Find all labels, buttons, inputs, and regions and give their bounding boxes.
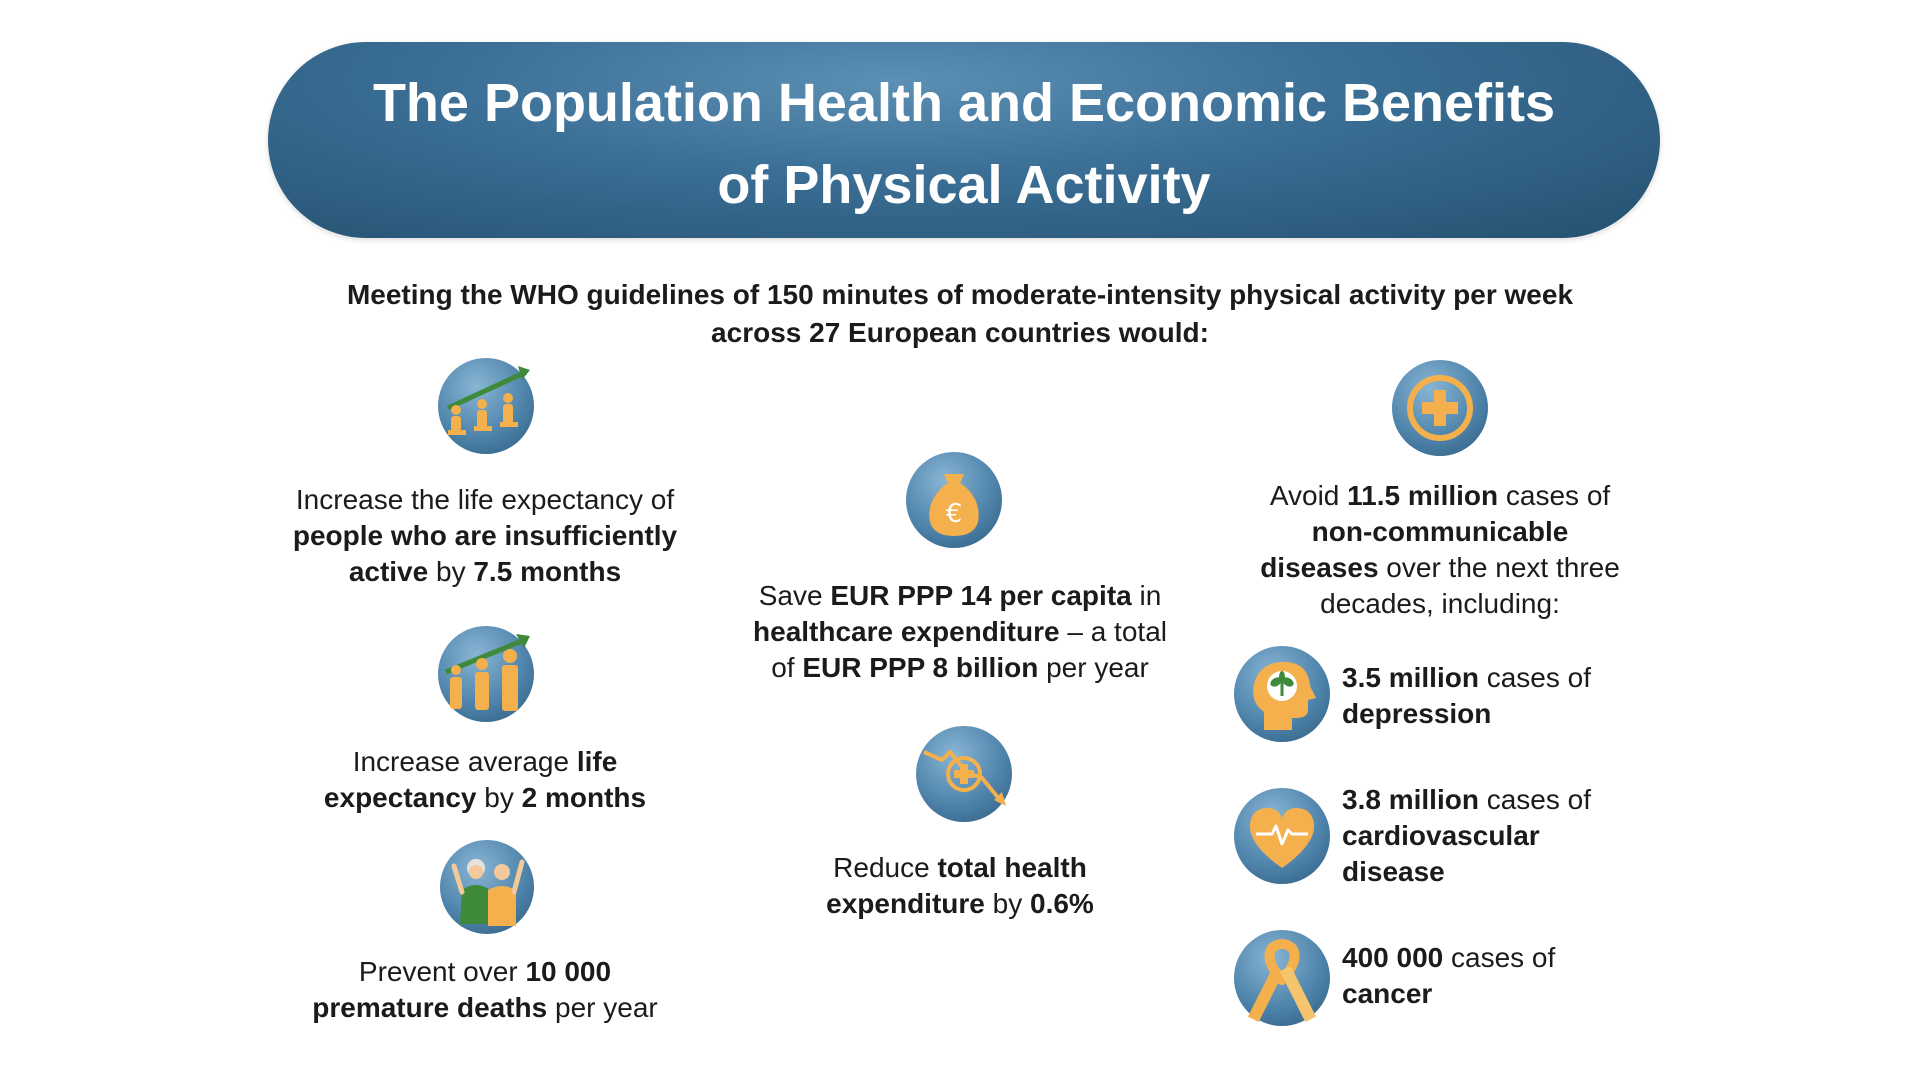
- prevent-deaths-text: Prevent over 10 000 premature deaths per year: [312, 956, 658, 1023]
- cheering-seniors-icon: [440, 840, 534, 934]
- page-title: [268, 62, 1660, 226]
- heart-pulse-icon: [1234, 788, 1330, 884]
- awareness-ribbon-icon: [1234, 930, 1330, 1026]
- head-plant-icon: [1234, 646, 1330, 742]
- cardiovascular-cases-text: 3.8 million cases of cardiovascular disease: [1342, 784, 1591, 887]
- medical-cost-down-icon: [916, 726, 1012, 822]
- euro-money-bag-icon: [906, 452, 1002, 548]
- healthcare-savings-text: Save EUR PPP 14 per capita in healthcare expenditure – a total of EUR PPP 8 billion per year: [753, 580, 1167, 683]
- people-growth-icon: [438, 626, 534, 722]
- seated-people-chart-icon: [438, 358, 534, 454]
- svg-text:€: €: [945, 499, 963, 529]
- title-line-1: The Population Health and Economic Benefits: [372, 73, 1556, 133]
- life-expectancy-inactive-text: Increase the life expectancy of people who are insufficiently active by 7.5 months: [292, 484, 678, 587]
- avoid-ncd-text: Avoid 11.5 million cases of non-communicable diseases over the next three decades, including:: [1260, 480, 1620, 619]
- intro-subtitle: [260, 276, 1660, 352]
- cancer-cases-text: 400 000 cases of cancer: [1342, 942, 1556, 1009]
- subtitle-line-1: Meeting the WHO guidelines of 150 minutes of moderate-intensity physical activity per week: [346, 279, 1574, 310]
- total-health-expenditure-text: Reduce total health expenditure by 0.6%: [826, 852, 1094, 919]
- depression-cases-text: 3.5 million cases of depression: [1342, 662, 1591, 729]
- title-line-2: of Physical Activity: [717, 155, 1211, 215]
- subtitle-line-2: across 27 European countries would:: [711, 317, 1209, 348]
- medical-cross-icon: [1392, 360, 1488, 456]
- average-life-expectancy-text: Increase average life expectancy by 2 months: [323, 746, 647, 813]
